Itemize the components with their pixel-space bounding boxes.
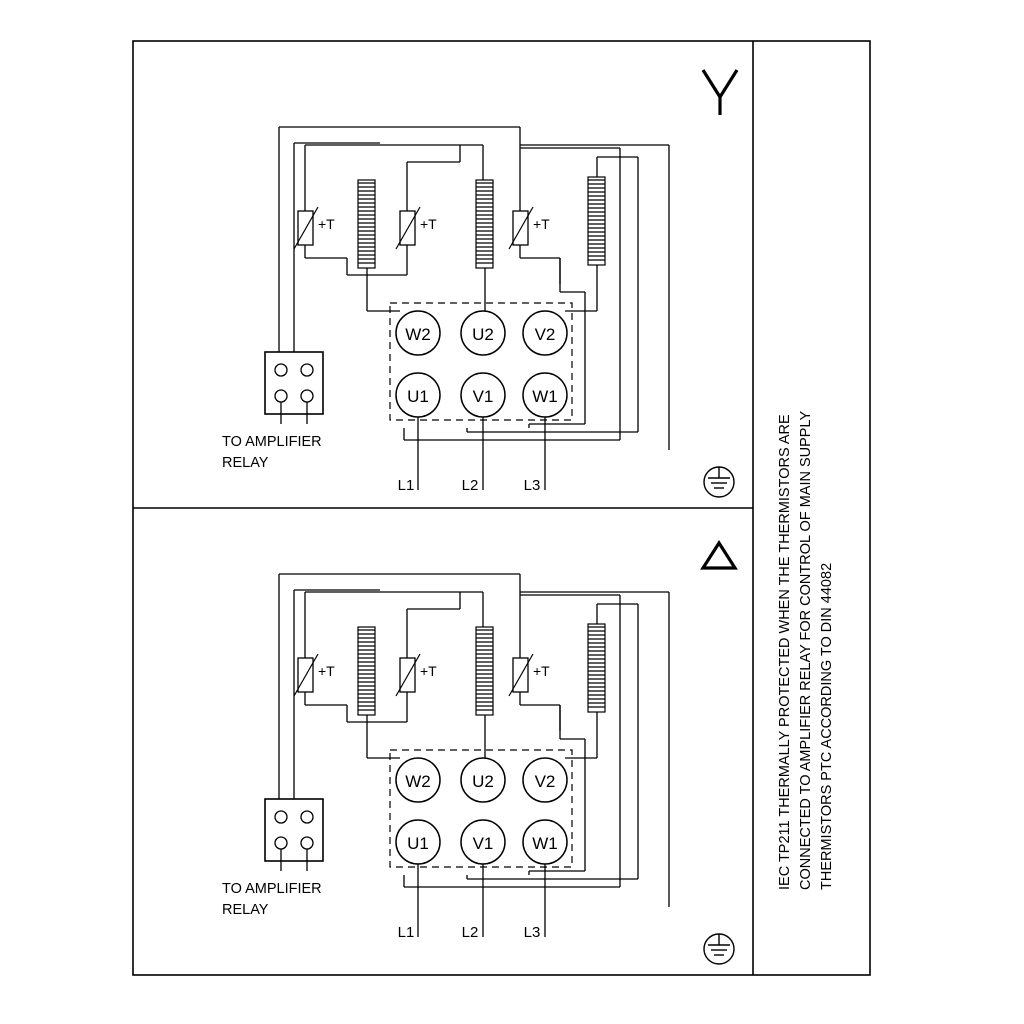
terminal-label-v1: V1 [472, 387, 494, 406]
terminal-label-w1: W1 [532, 387, 558, 406]
terminal-label-u2: U2 [472, 772, 494, 791]
amplifier-label-line-2: RELAY [222, 455, 269, 471]
supply-label-l2: L2 [461, 477, 479, 494]
thermistor-label-2: +T [420, 216, 437, 232]
note-line-3: THERMISTORS PTC ACCORDING TO DIN 44082 [819, 562, 835, 890]
supply-label-l1: L1 [397, 477, 415, 494]
amplifier-terminal-block [265, 352, 323, 424]
thermistor-label-1: +T [318, 663, 335, 679]
terminal-label-v1: V1 [472, 834, 494, 853]
terminal-label-v2: V2 [534, 325, 556, 344]
terminals-bottom [396, 373, 567, 417]
thermistor-label-1: +T [318, 216, 335, 232]
thermistor-label-3: +T [533, 663, 550, 679]
thermistor-label-3: +T [533, 216, 550, 232]
supply-label-l2: L2 [461, 924, 479, 941]
terminals-bottom [396, 820, 567, 864]
supply-label-l3: L3 [523, 924, 541, 941]
terminals-top [396, 758, 567, 802]
terminal-label-u2: U2 [472, 325, 494, 344]
note-line-2: CONNECTED TO AMPLIFIER RELAY FOR CONTROL OF MAIN SUPPLY [798, 410, 814, 890]
thermistor-label-2: +T [420, 663, 437, 679]
amplifier-label-line-1: TO AMPLIFIER [222, 881, 322, 897]
amplifier-terminal-block [265, 799, 323, 871]
terminal-label-v2: V2 [534, 772, 556, 791]
terminals-top [396, 311, 567, 355]
amplifier-label-line-1: TO AMPLIFIER [222, 434, 322, 450]
terminal-label-w2: W2 [405, 772, 431, 791]
terminal-label-w1: W1 [532, 834, 558, 853]
terminal-label-w2: W2 [405, 325, 431, 344]
terminal-label-u1: U1 [407, 387, 429, 406]
terminal-label-u1: U1 [407, 834, 429, 853]
supply-label-l3: L3 [523, 477, 541, 494]
supply-label-l1: L1 [397, 924, 415, 941]
amplifier-label-line-2: RELAY [222, 902, 269, 918]
note-line-1: IEC TP211 THERMALLY PROTECTED WHEN THE THERMISTORS ARE [777, 414, 793, 890]
